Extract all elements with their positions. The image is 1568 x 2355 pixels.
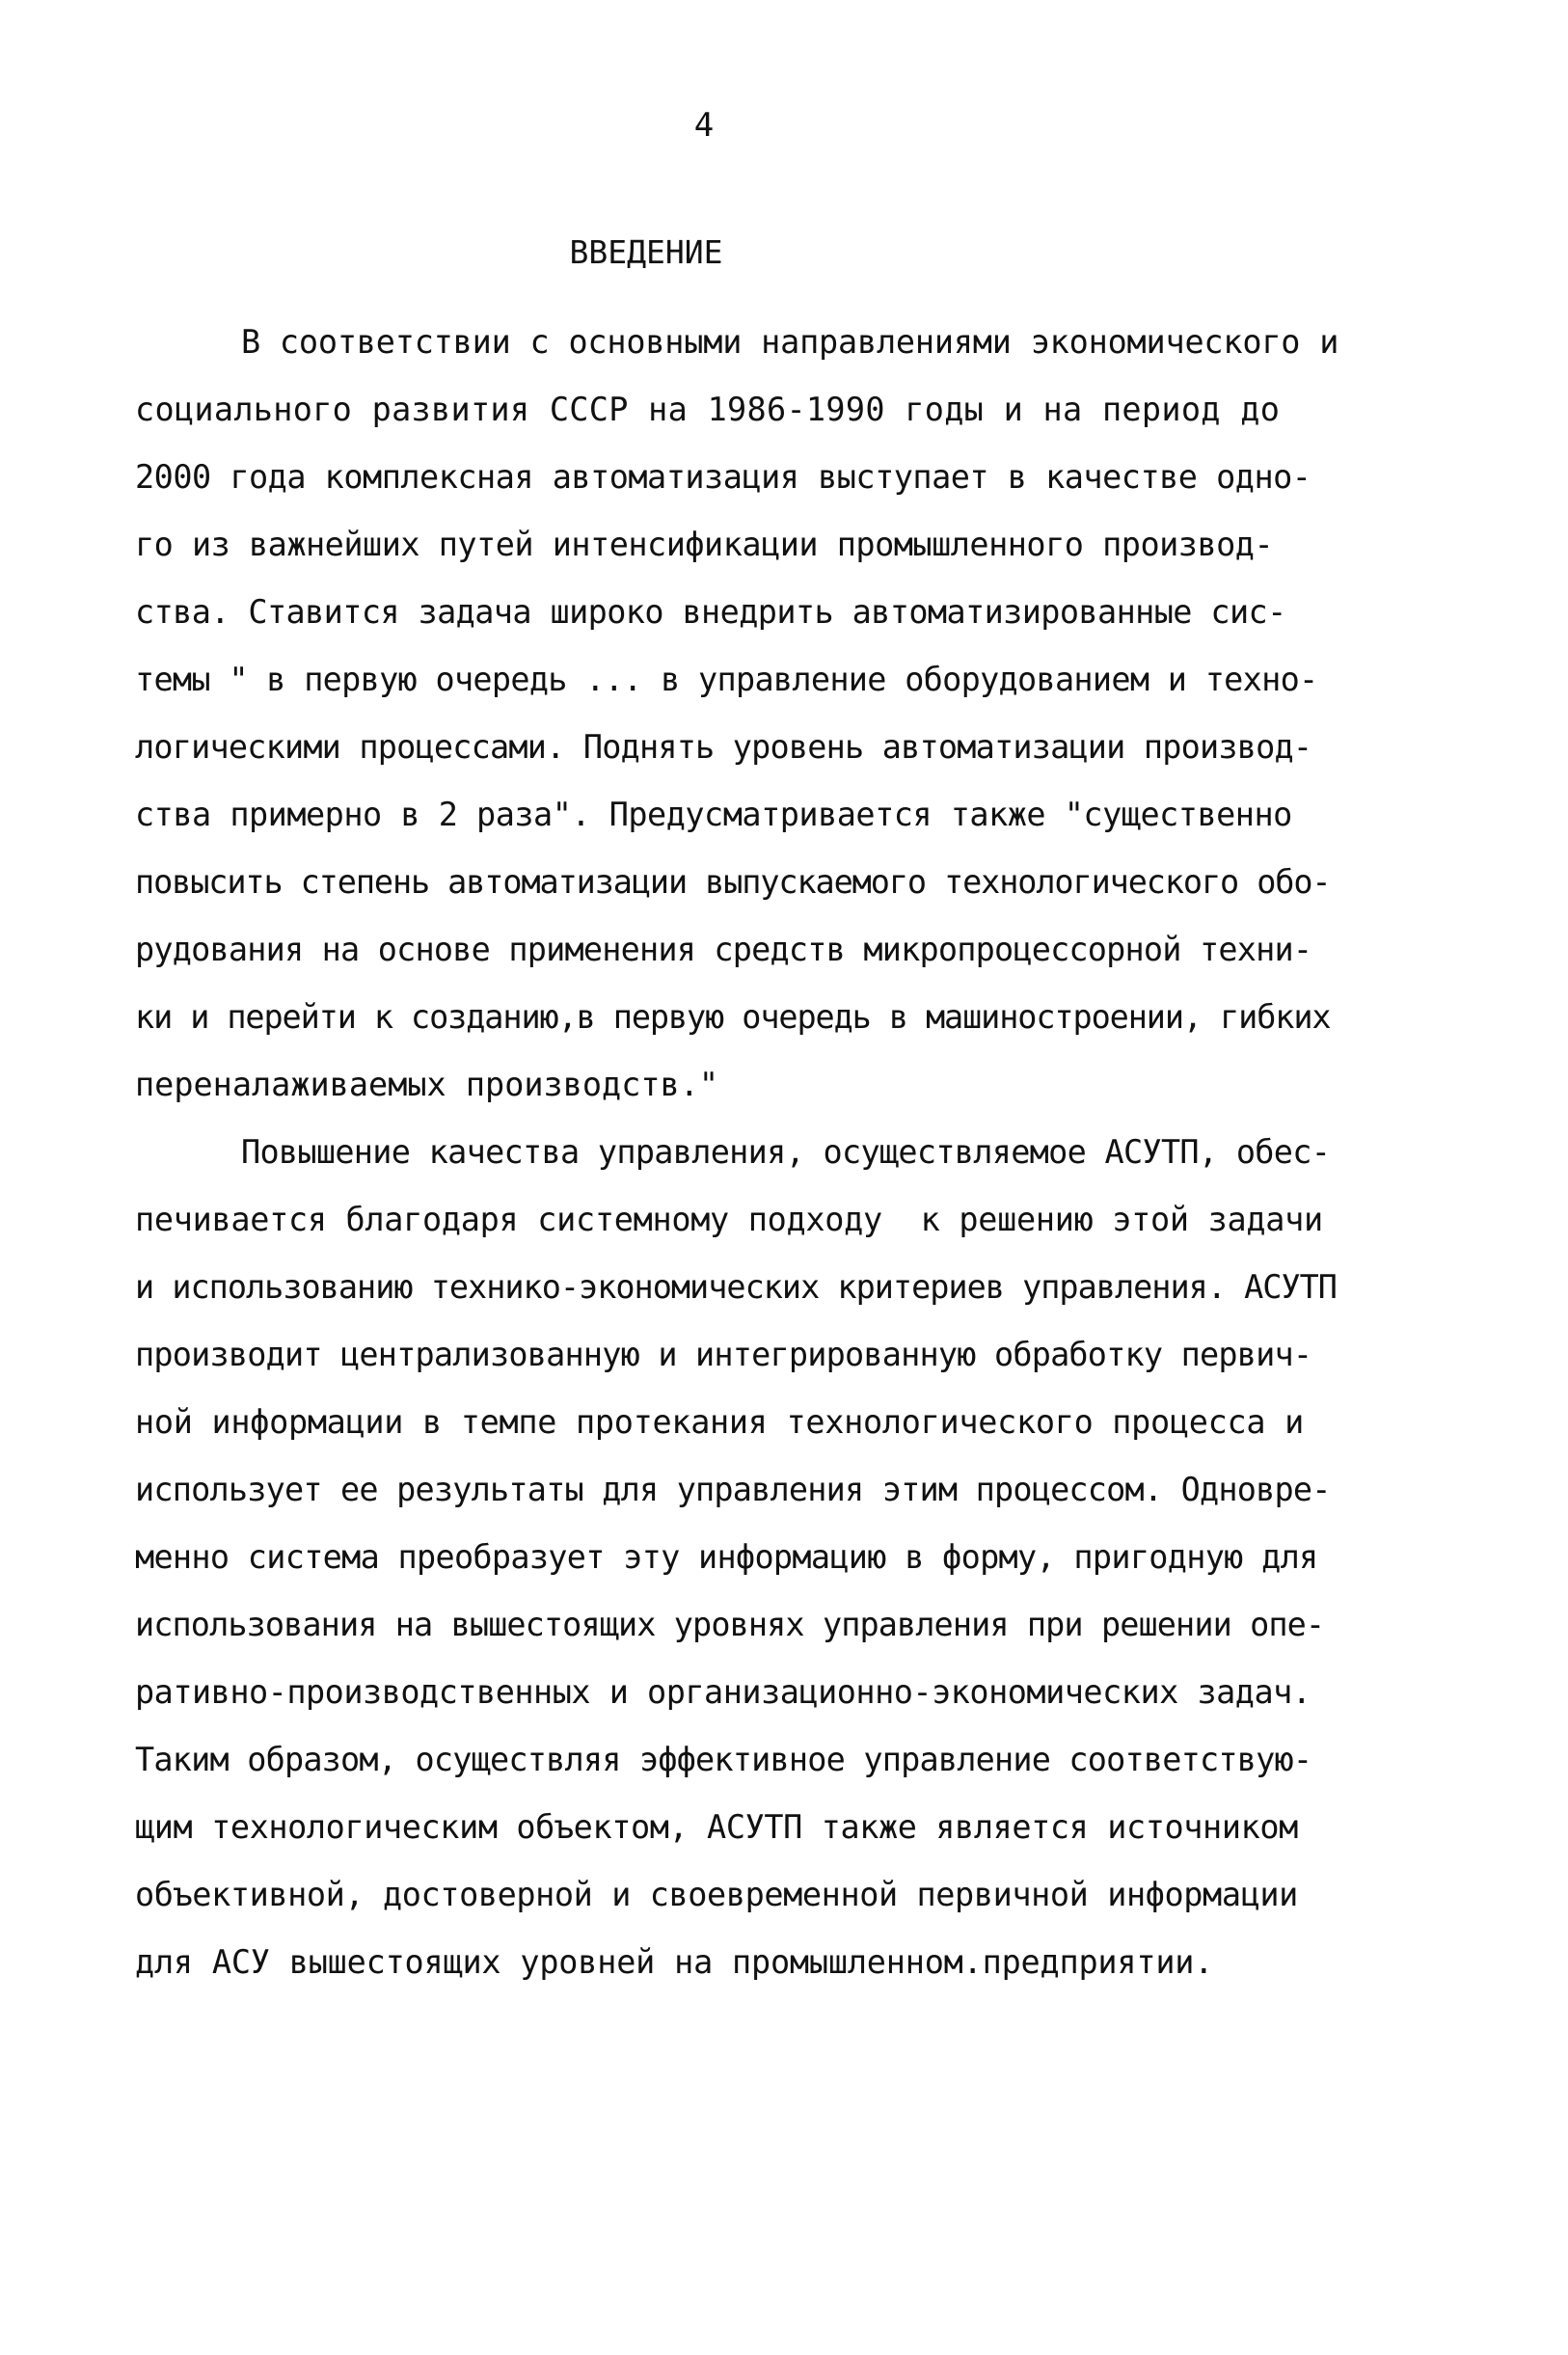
text-line: использует ее результаты для управления этим процессом. Одновре- (135, 1471, 1331, 1508)
text-line: логическими процессами. Поднять уровень автоматизации производ- (135, 728, 1312, 766)
text-line: переналаживаемых производств." (135, 1066, 719, 1103)
text-line: Повышение качества управления, осуществляемое АСУТП, обес- (241, 1133, 1331, 1171)
text-line: печивается благодаря системному подходу к решению этой задачи (135, 1201, 1323, 1238)
text-line: производит централизованную и интегрированную обработку первич- (135, 1336, 1312, 1373)
text-line: щим технологическим объектом, АСУТП также является источником (135, 1808, 1298, 1846)
text-line: ства. Ставится задача широко внедрить автоматизированные сис- (135, 593, 1286, 631)
text-line: использования на вышестоящих уровнях управления при решении опе- (135, 1606, 1325, 1643)
text-line: темы " в первую очередь ... в управление оборудованием и техно- (135, 661, 1318, 698)
text-line: 2000 года комплексная автоматизация выступает в качестве одно- (135, 458, 1311, 496)
page-number: 4 (693, 106, 715, 145)
text-line: социального развития СССР на 1986-1990 годы и на период до (135, 391, 1281, 428)
text-line: го из важнейших путей интенсификации промышленного производ- (135, 526, 1274, 563)
text-line: объективной, достоверной и своевременной первичной информации (135, 1876, 1298, 1913)
text-line: ства примерно в 2 раза". Предусматривается также "существенно (135, 796, 1292, 833)
section-heading: ВВЕДЕНИЕ (569, 233, 723, 271)
text-line: ной информации в темпе протекания технологического процесса и (135, 1403, 1304, 1441)
text-line: для АСУ вышестоящих уровней на промышленном.предприятии. (135, 1943, 1214, 1981)
text-line: В соответствии с основными направлениями экономического и (241, 323, 1339, 361)
text-line: рудования на основе применения средств микропроцессорной техни- (135, 931, 1312, 968)
text-line: Таким образом, осуществляя эффективное управление соответствую- (135, 1741, 1312, 1778)
text-line: менно система преобразует эту информацию в форму, пригодную для (135, 1538, 1318, 1576)
text-line: и использованию технико-экономических критериев управления. АСУТП (135, 1268, 1337, 1306)
text-line: ративно-производственных и организационно-экономических задач. (135, 1673, 1311, 1711)
text-line: ки и перейти к созданию,в первую очередь в машиностроении, гибких (135, 998, 1331, 1036)
text-line: повысить степень автоматизации выпускаемого технологического обо- (135, 863, 1331, 901)
